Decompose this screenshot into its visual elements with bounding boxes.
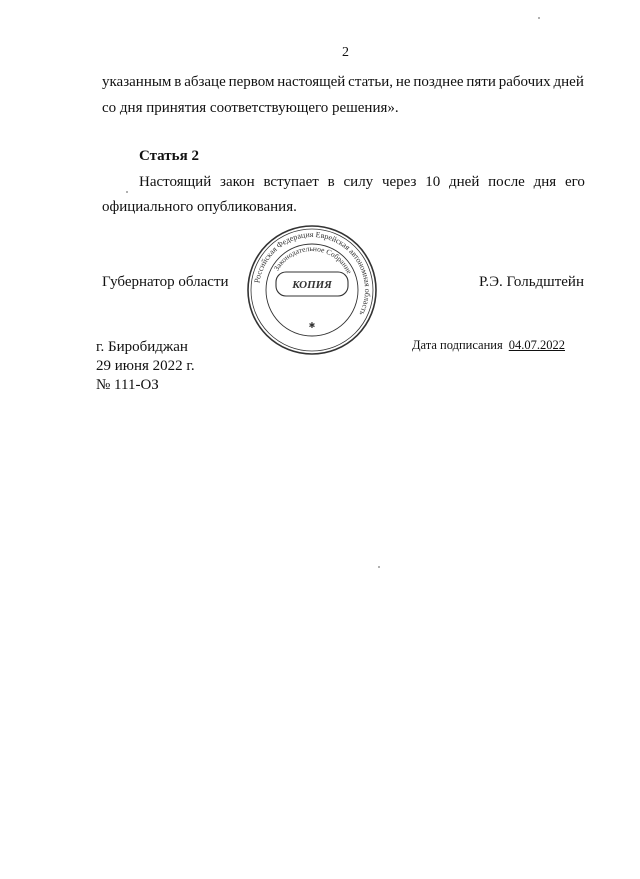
word: статьи, — [348, 74, 394, 90]
body-line-2: со дня принятия соответствующего решения». — [102, 100, 399, 116]
word: рабочих — [498, 74, 551, 90]
word: не — [395, 74, 411, 90]
word: его — [564, 174, 585, 190]
footer-date: 29 июня 2022 г. — [96, 358, 195, 374]
word: в — [174, 74, 182, 90]
word: Настоящий — [139, 174, 212, 190]
word: дня — [533, 174, 557, 190]
scan-speck — [538, 17, 540, 19]
word: абзаце — [184, 74, 226, 90]
article-line-2: официального опубликования. — [102, 199, 297, 215]
signing-date-label: Дата подписания — [412, 338, 503, 352]
word: дней — [449, 174, 480, 190]
footer-city: г. Биробиджан — [96, 339, 188, 355]
word: 10 — [425, 174, 441, 190]
signing-date-block — [412, 338, 565, 353]
seal-copy-label: КОПИЯ — [292, 279, 332, 291]
word: в — [327, 174, 335, 190]
seal-outer-text: Российская Федерация Еврейская автономная область — [252, 229, 373, 317]
signing-date-value: 04.07.2022 — [508, 338, 565, 352]
word: настоящей — [277, 74, 346, 90]
word: указанным — [102, 74, 172, 90]
word: силу — [343, 174, 374, 190]
scan-speck — [378, 566, 380, 568]
word: через — [381, 174, 417, 190]
governor-name: Р.Э. Гольдштейн — [478, 274, 584, 290]
word: дней — [553, 74, 584, 90]
body-line-1 — [102, 72, 584, 92]
seal-star-icon: ✱ — [308, 321, 316, 330]
word: пяти — [466, 74, 496, 90]
word: позднее — [413, 74, 464, 90]
scan-speck — [126, 191, 128, 193]
official-seal-stamp — [246, 224, 378, 356]
seal-inner-text: Законодательное Собрание — [271, 243, 355, 276]
word: первом — [228, 74, 275, 90]
word: вступает — [263, 174, 319, 190]
word: закон — [220, 174, 255, 190]
governor-label: Губернатор области — [102, 274, 229, 290]
word: после — [488, 174, 525, 190]
article-line-1 — [139, 172, 585, 192]
page-number: 2 — [342, 45, 349, 60]
footer-number: № 111-ОЗ — [96, 377, 159, 393]
article-heading: Статья 2 — [139, 148, 199, 164]
